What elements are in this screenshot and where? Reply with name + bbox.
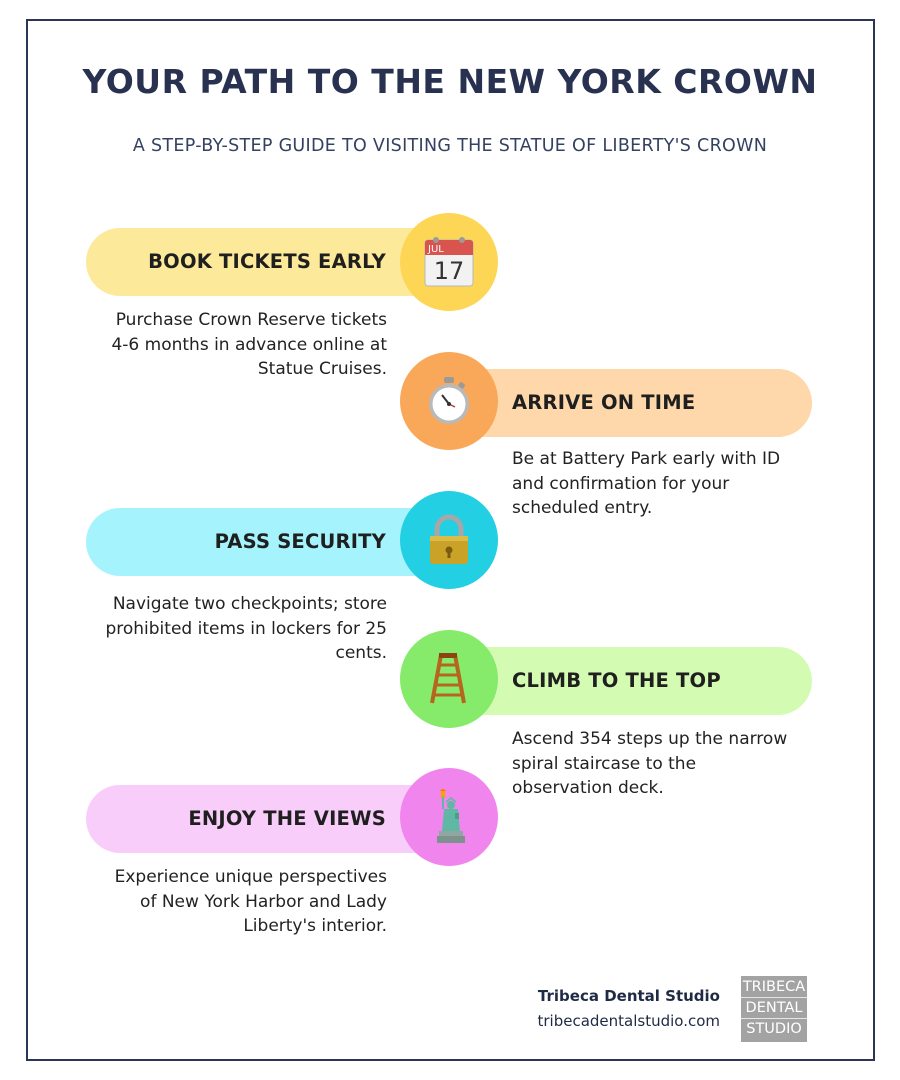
step-4-description: Ascend 354 steps up the narrow spiral staircase to the observation deck.: [512, 729, 788, 798]
page-subtitle: A STEP-BY-STEP GUIDE TO VISITING THE STATUE OF LIBERTY'S CROWN: [132, 136, 768, 156]
logo-line-1: TRIBECA: [741, 977, 807, 998]
step-3-label: PASS SECURITY: [214, 530, 386, 553]
footer-website-link[interactable]: tribecadentalstudio.com: [537, 1012, 720, 1030]
step-2-icon-circle: [400, 352, 498, 450]
step-5-icon-circle: [400, 768, 498, 866]
calendar-icon: [422, 235, 476, 289]
step-3-icon-circle: [400, 491, 498, 589]
calendar-day: 17: [433, 257, 465, 285]
step-2-label: ARRIVE ON TIME: [512, 391, 696, 414]
step-1-label: BOOK TICKETS EARLY: [148, 250, 386, 273]
lock-icon: [426, 514, 472, 566]
ladder-icon: [427, 652, 471, 706]
page-title: YOUR PATH TO THE NEW YORK CROWN: [82, 62, 818, 101]
brand-logo: [741, 976, 807, 1042]
step-1-description: Purchase Crown Reserve tickets 4-6 months in advance online at Statue Cruises.: [111, 310, 387, 379]
calendar-month: JUL: [428, 244, 444, 255]
step-5-label: ENJOY THE VIEWS: [188, 807, 386, 830]
step-1-icon-circle: [400, 213, 498, 311]
step-4-label: CLIMB TO THE TOP: [512, 669, 721, 692]
statue-of-liberty-icon: [429, 789, 469, 845]
logo-line-2: DENTAL: [741, 998, 807, 1019]
step-3-description: Navigate two checkpoints; store prohibited items in lockers for 25 cents.: [105, 594, 387, 663]
footer-brand-name: Tribeca Dental Studio: [537, 987, 720, 1005]
step-2-description: Be at Battery Park early with ID and confirmation for your scheduled entry.: [512, 449, 781, 518]
step-4-icon-circle: [400, 630, 498, 728]
stopwatch-icon: [423, 375, 475, 427]
step-5-description: Experience unique perspectives of New York Harbor and Lady Liberty's interior.: [114, 867, 387, 936]
logo-line-3: STUDIO: [746, 1021, 802, 1037]
